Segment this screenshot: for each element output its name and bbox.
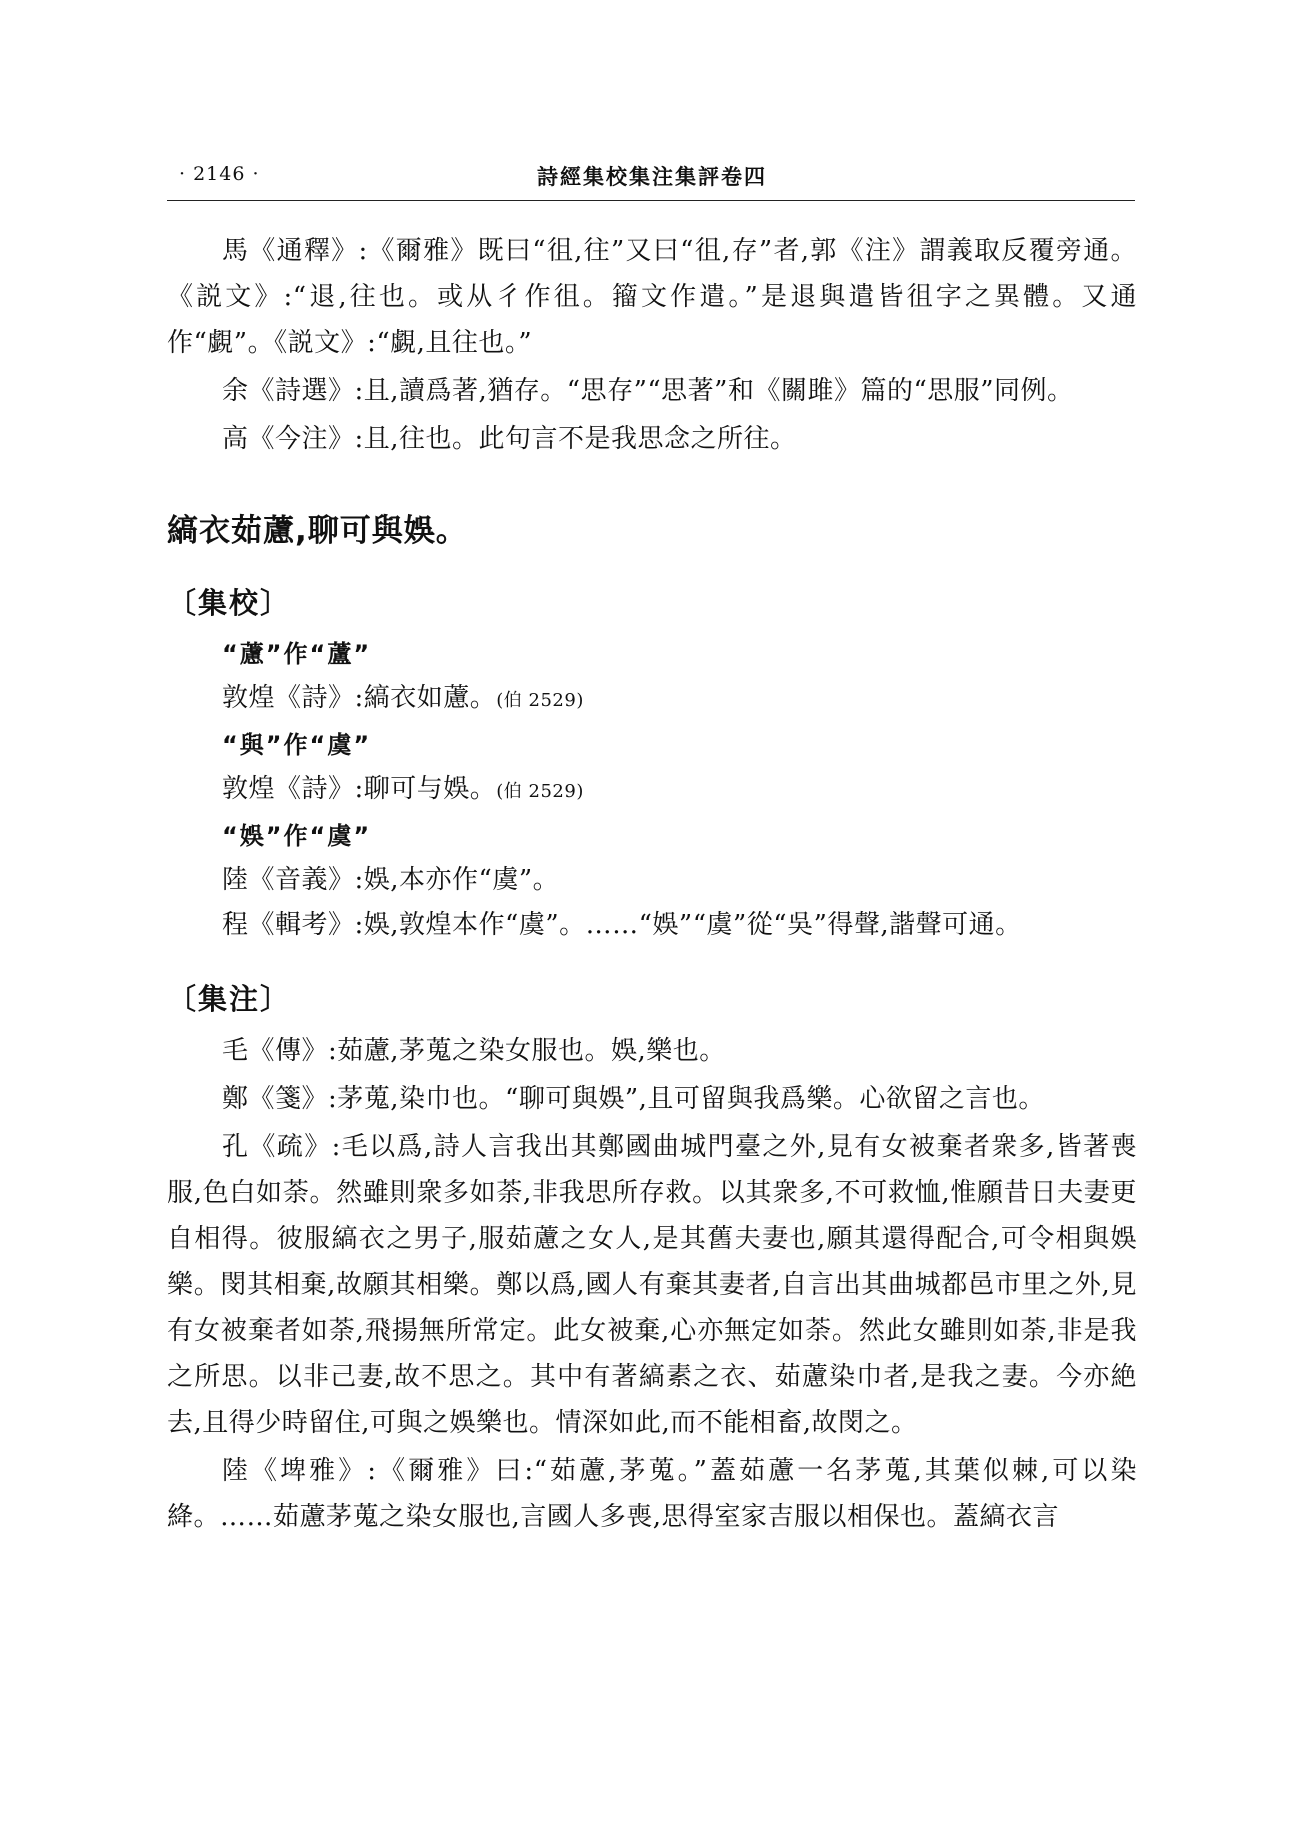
variant-source: 陸《音義》:娛,本亦作“虞”。 xyxy=(222,865,560,895)
commentary-paragraph: 馬《通釋》:《爾雅》既曰“徂,往”又曰“徂,存”者,郭《注》謂義取反覆旁通。《説文》:“退,往也。或从彳作徂。籀文作遣。”是退與遣皆徂字之異體。又通作“覷”。《説文》:“覷,且往也。” xyxy=(167,236,1137,358)
verse-line: 縞衣茹藘,聊可與娛。 xyxy=(167,513,468,549)
commentary-paragraph: 余《詩選》:且,讀爲著,猶存。“思存”“思著”和《關雎》篇的“思服”同例。 xyxy=(222,376,1074,406)
running-title: 詩經集校集注集評卷四 xyxy=(537,164,767,189)
page-body xyxy=(167,228,1137,1542)
manuscript-citation: (伯 2529) xyxy=(496,781,584,802)
variant-source xyxy=(167,767,1137,814)
variant-source xyxy=(167,676,1137,723)
page-number: · 2146 · xyxy=(179,163,260,185)
variant-heading: “娛”作“虞” xyxy=(222,822,372,850)
variant-source-text: 敦煌《詩》:縞衣如藘。 xyxy=(222,683,497,713)
annotation-paragraph: 鄭《箋》:茅蒐,染巾也。“聊可與娛”,且可留與我爲樂。心欲留之言也。 xyxy=(222,1084,1045,1114)
variant-heading: “藘”作“蘆” xyxy=(222,640,372,668)
section-heading-jizhu: 〔集注〕 xyxy=(167,982,292,1016)
variant-source: 程《輯考》:娛,敦煌本作“虞”。……“娛”“虞”從“吳”得聲,諧聲可通。 xyxy=(222,910,1022,940)
annotation-paragraph: 毛《傳》:茹藘,茅蒐之染女服也。娛,樂也。 xyxy=(222,1036,726,1066)
section-heading-jixiao: 〔集校〕 xyxy=(167,586,292,620)
page-header xyxy=(167,163,1137,197)
annotation-paragraph: 孔《疏》:毛以爲,詩人言我出其鄭國曲城門臺之外,見有女被棄者衆多,皆著喪服,色白如荼。然雖則衆多如荼,非我思所存救。以其衆多,不可救恤,惟願昔日夫妻更自相得。彼服縞衣之男子,服茹藘之女人,是其舊夫妻也,願其還得配合,可令相與娛樂。閔其相棄,故願其相樂。鄭以爲,國人有棄其妻者,自言出其曲城都邑市里之外,見有女被棄者如荼,飛揚無所常定。此女被棄,心亦無定如荼。然此女雖則如荼,非是我之所思。以非己妻,故不思之。其中有著縞素之衣、茹藘染巾者,是我之妻。今亦絶去,且得少時留住,可與之娛樂也。情深如此,而不能相畜,故閔之。 xyxy=(167,1132,1137,1438)
commentary-paragraph: 高《今注》:且,往也。此句言不是我思念之所往。 xyxy=(222,424,797,454)
header-rule xyxy=(167,200,1135,201)
variant-source-text: 敦煌《詩》:聊可与娛。 xyxy=(222,774,497,804)
annotation-paragraph: 陸《埤雅》:《爾雅》曰:“茹藘,茅蒐。”蓋茹藘一名茅蒐,其葉似棘,可以染絳。……茹藘茅蒐之染女服也,言國人多喪,思得室家吉服以相保也。蓋縞衣言 xyxy=(167,1456,1137,1532)
variant-heading: “與”作“虞” xyxy=(222,731,372,759)
manuscript-citation: (伯 2529) xyxy=(496,690,584,711)
